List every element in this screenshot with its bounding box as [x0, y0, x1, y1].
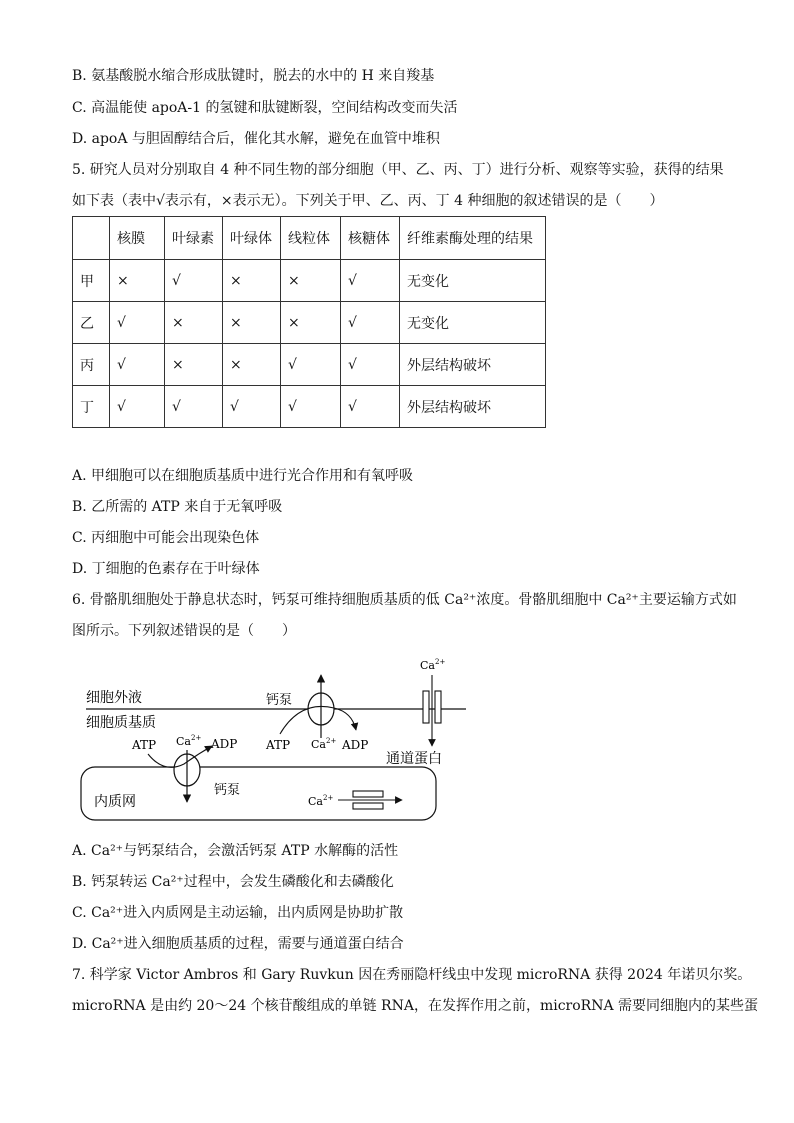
table-header-cell: 线粒体 — [281, 217, 341, 260]
channel-protein-label: 通道蛋白 — [386, 751, 442, 767]
table-cell: 外层结构破坏 — [400, 386, 546, 428]
q6-option-d: D. Ca²⁺进入细胞质基质的过程，需要与通道蛋白结合 — [72, 936, 404, 952]
table-header-row — [73, 217, 546, 260]
table-cell: √ — [223, 386, 281, 428]
atp-label: ATP — [266, 738, 291, 752]
table-cell: × — [281, 302, 341, 344]
table-cell: √ — [341, 344, 400, 386]
q5-option-c: C. 丙细胞中可能会出现染色体 — [72, 530, 260, 546]
table-cell: × — [223, 260, 281, 302]
q6-option-c: C. Ca²⁺进入内质网是主动运输，出内质网是协助扩散 — [72, 905, 404, 921]
ca-ion-label: $Ca^{2+}$ — [308, 794, 334, 808]
q7-line1: 7. 科学家 Victor Ambros 和 Gary Ruvkun 因在秀丽隐杆线虫中发现 microRNA 获得 2024 年诺贝尔奖。 — [72, 967, 752, 983]
table-cell: √ — [281, 344, 341, 386]
table-cell: × — [165, 302, 223, 344]
table-cell: × — [223, 344, 281, 386]
table-cell: 丙 — [73, 344, 110, 386]
table-header-cell: 纤维素酶处理的结果 — [400, 217, 546, 260]
q4-option-b: B. 氨基酸脱水缩合形成肽键时，脱去的水中的 H 来自羧基 — [72, 68, 435, 84]
table-cell: √ — [341, 386, 400, 428]
table-cell: √ — [341, 302, 400, 344]
table-row — [73, 302, 546, 344]
table-cell: × — [223, 302, 281, 344]
q4-option-c: C. 高温能使 apoA-1 的氢键和肽键断裂，空间结构改变而失活 — [72, 100, 458, 116]
er-channel-top — [353, 791, 383, 797]
table-cell: √ — [165, 260, 223, 302]
q5-stem-line2: 如下表（表中√表示有，×表示无）。下列关于甲、乙、丙、丁 4 种细胞的叙述错误的是（ ） — [72, 193, 664, 209]
q5-stem-line1: 5. 研究人员对分别取自 4 种不同生物的部分细胞（甲、乙、丙、丁）进行分析、观察等实验，获得的结果 — [72, 162, 724, 178]
table-cell: × — [110, 260, 165, 302]
table-cell: × — [281, 260, 341, 302]
q6-stem-line2: 图所示。下列叙述错误的是（ ） — [72, 623, 296, 639]
ca-ion-label: $Ca^{2+}$ — [176, 734, 202, 748]
table-cell: √ — [341, 260, 400, 302]
channel-protein-left — [423, 691, 429, 723]
q4-option-d: D. apoA 与胆固醇结合后，催化其水解，避免在血管中堆积 — [72, 131, 440, 147]
table-header-cell — [73, 217, 110, 260]
q5-option-a: A. 甲细胞可以在细胞质基质中进行光合作用和有氧呼吸 — [72, 468, 414, 484]
atp-label: ATP — [132, 738, 157, 752]
er-channel-bottom — [353, 803, 383, 809]
q7-line2: microRNA 是由约 20～24 个核苷酸组成的单链 RNA，在发挥作用之前，microRNA 需要同细胞内的某些蛋 — [72, 998, 759, 1014]
ca-ion-label: $Ca^{2+}$ — [420, 658, 446, 672]
channel-protein-right — [435, 691, 441, 723]
table-header-cell: 叶绿素 — [165, 217, 223, 260]
adp-label: ADP — [211, 737, 238, 751]
table-cell: 甲 — [73, 260, 110, 302]
q6-stem-line1: 6. 骨骼肌细胞处于静息状态时，钙泵可维持细胞质基质的低 Ca²⁺浓度。骨骼肌细胞中 Ca²⁺主要运输方式如 — [72, 592, 737, 608]
q5-option-d: D. 丁细胞的色素存在于叶绿体 — [72, 561, 260, 577]
table-cell: √ — [110, 302, 165, 344]
table-header-cell: 叶绿体 — [223, 217, 281, 260]
calcium-transport-diagram — [72, 650, 472, 830]
table-cell: 外层结构破坏 — [400, 344, 546, 386]
cell-comparison-table — [72, 216, 546, 428]
q5-option-b: B. 乙所需的 ATP 来自于无氧呼吸 — [72, 499, 283, 515]
ca-ion-label: $Ca^{2+}$ — [311, 737, 337, 751]
table-row — [73, 344, 546, 386]
table-header-cell: 核膜 — [110, 217, 165, 260]
er-pump-label: 钙泵 — [214, 783, 241, 798]
table-cell: √ — [165, 386, 223, 428]
table-cell: √ — [110, 344, 165, 386]
table-cell: 丁 — [73, 386, 110, 428]
table-row — [73, 386, 546, 428]
q6-option-b: B. 钙泵转运 Ca²⁺过程中，会发生磷酸化和去磷酸化 — [72, 874, 394, 890]
cytoplasmic-matrix-label: 细胞质基质 — [86, 715, 156, 731]
adp-label: ADP — [342, 738, 369, 752]
extracellular-fluid-label: 细胞外液 — [86, 690, 142, 706]
q6-option-a: A. Ca²⁺与钙泵结合，会激活钙泵 ATP 水解酶的活性 — [72, 843, 399, 859]
membrane-pump-label: 钙泵 — [266, 693, 293, 708]
er-label: 内质网 — [94, 794, 136, 810]
table-row — [73, 260, 546, 302]
table-cell: × — [165, 344, 223, 386]
table-cell: √ — [110, 386, 165, 428]
table-cell: 无变化 — [400, 302, 546, 344]
table-cell: 乙 — [73, 302, 110, 344]
table-header-cell: 核糖体 — [341, 217, 400, 260]
table-cell: √ — [281, 386, 341, 428]
table-cell: 无变化 — [400, 260, 546, 302]
